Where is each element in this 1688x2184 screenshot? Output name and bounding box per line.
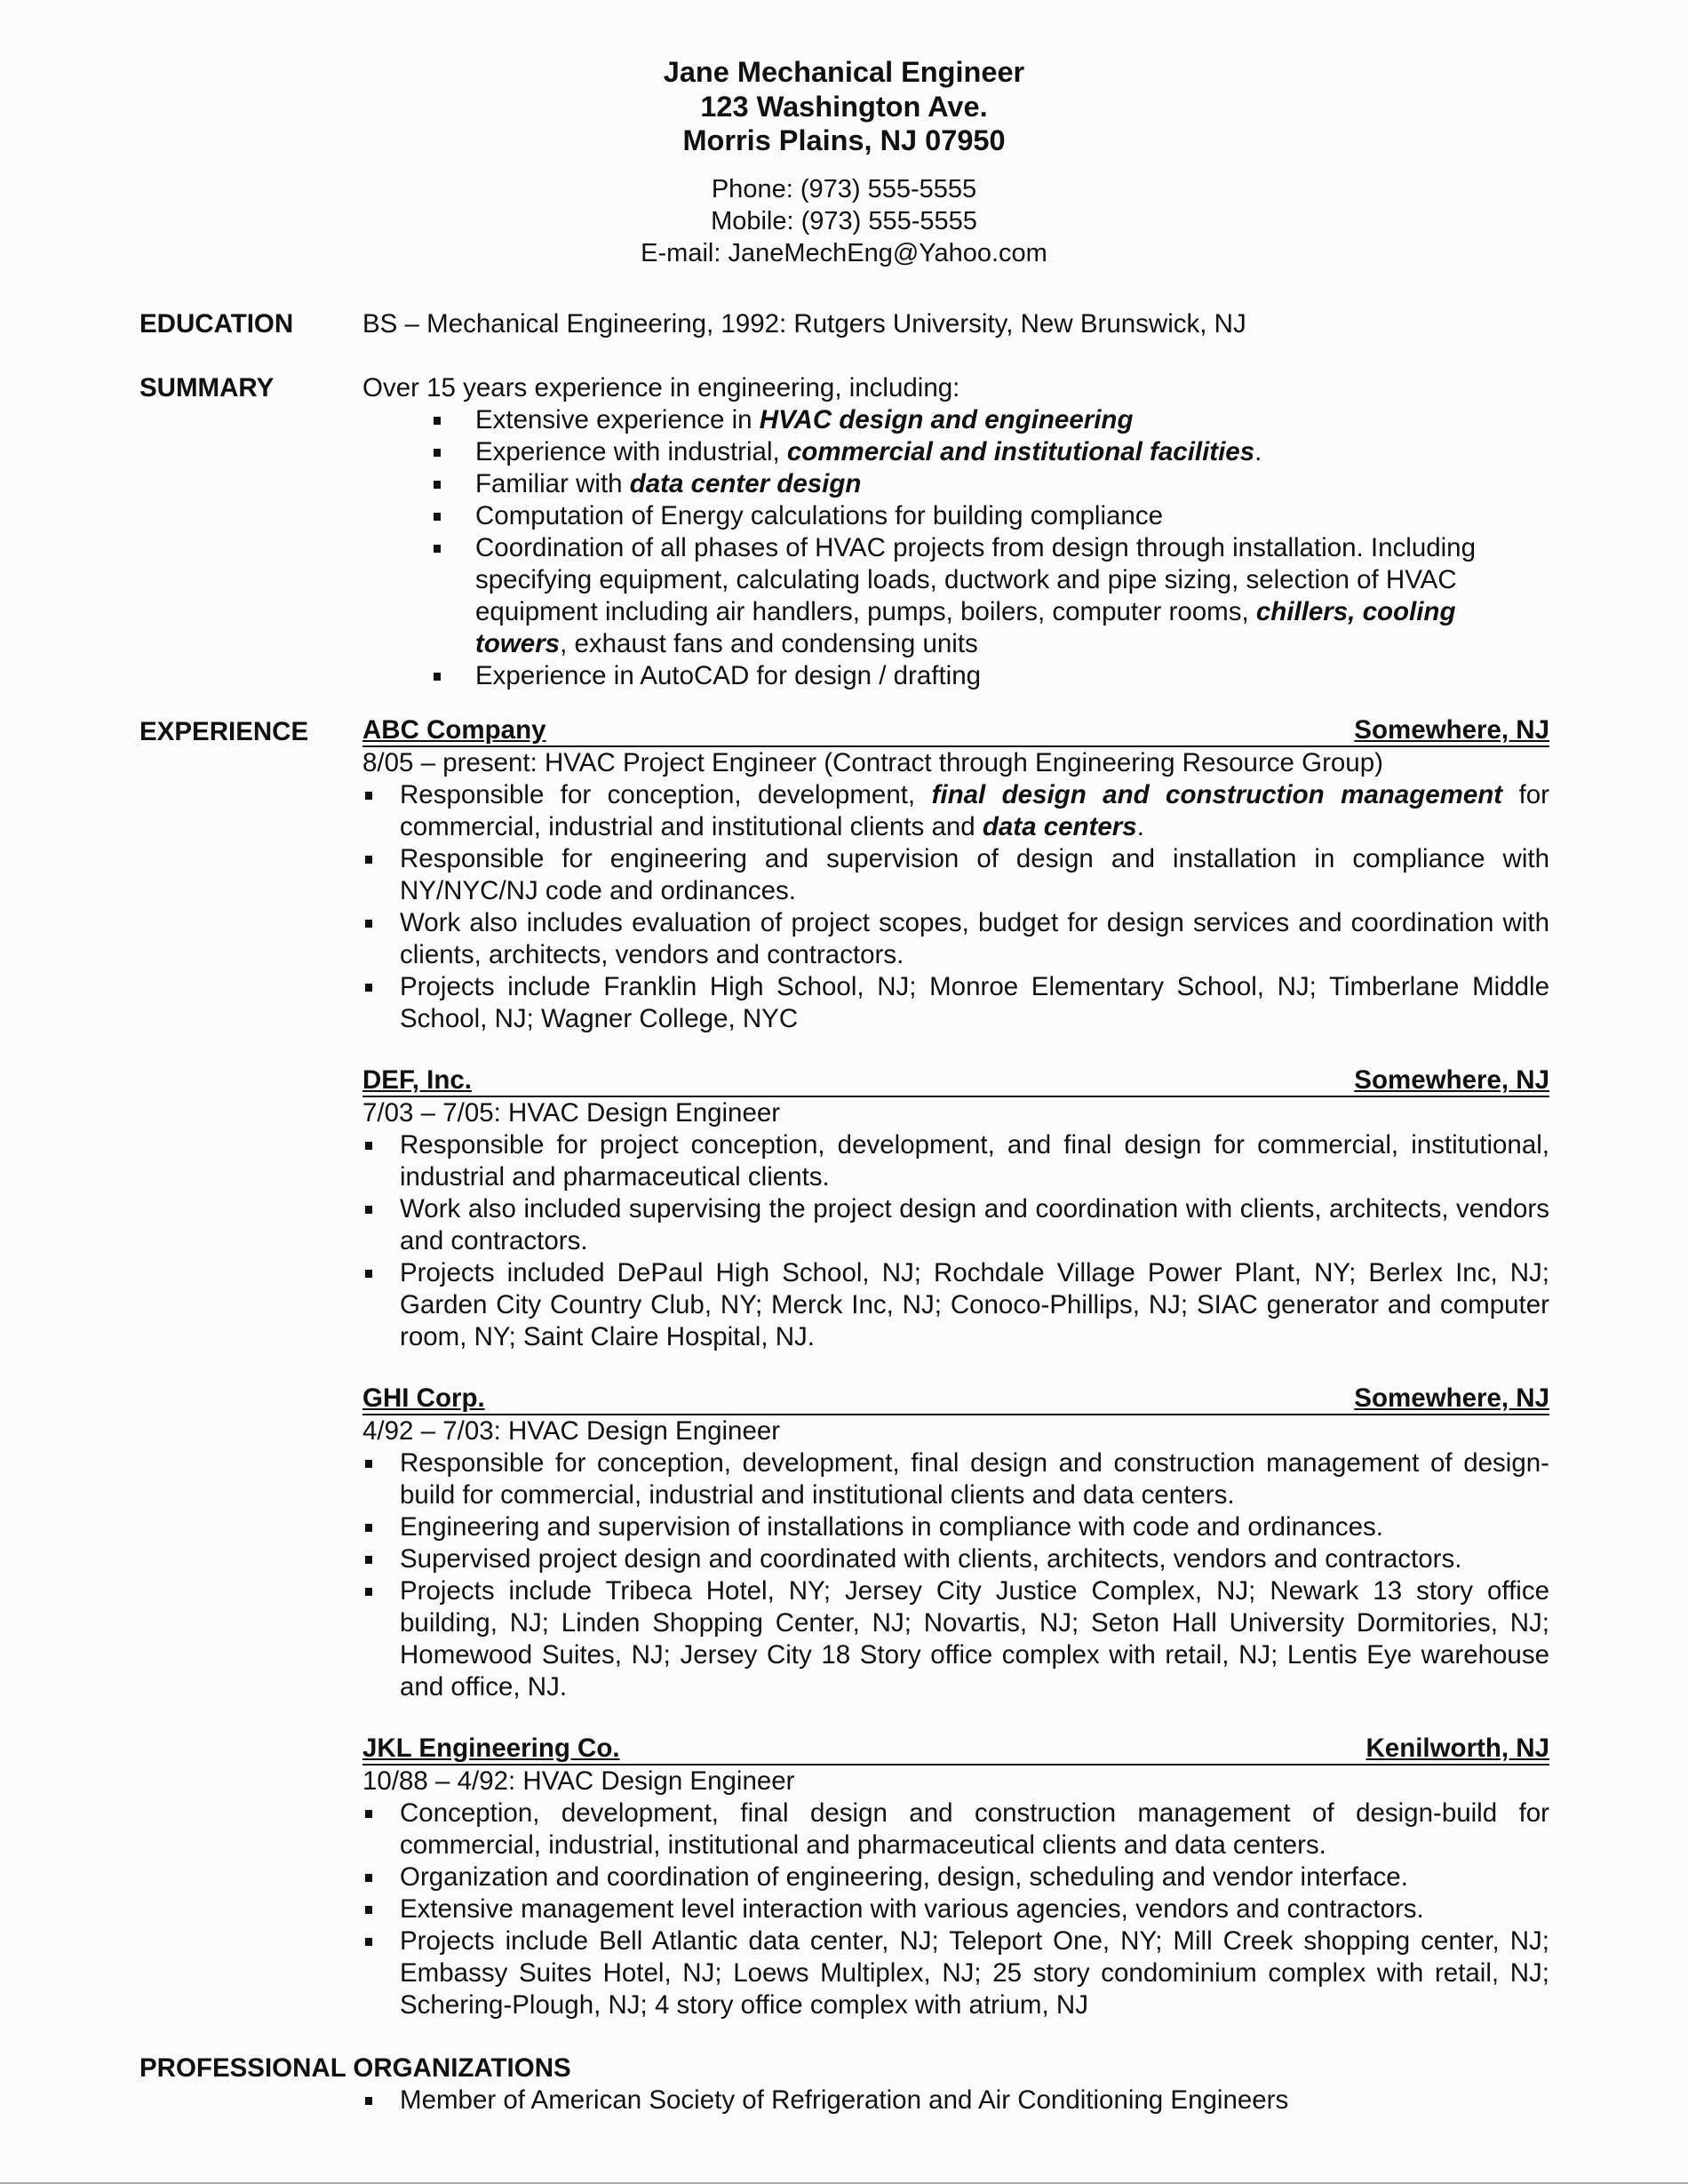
summary-item <box>362 468 1549 500</box>
job-header <box>362 1066 1549 1097</box>
summary-item-emphasis: commercial and institutional facilities <box>786 437 1255 466</box>
job-bullets <box>362 1447 1549 1703</box>
bullet-icon <box>365 984 372 992</box>
section-label-experience: EXPERIENCE <box>139 717 309 746</box>
address-line-2: Morris Plains, NJ 07950 <box>682 124 1006 156</box>
summary-item-text: Familiar with <box>475 469 630 498</box>
summary-item-text: Computation of Energy calculations for building compliance <box>475 501 1163 530</box>
phone: Phone: (973) 555-5555 <box>711 174 977 203</box>
section-label-education: EDUCATION <box>139 309 294 339</box>
bullet-text: Projects include Bell Atlantic data center, NJ; Teleport One, NY; Mill Creek shopping center, NJ; Embassy Suites Hotel, NJ; Loews Multiplex, NJ; 25 story condominium complex with retail, NJ; Schering-Plough, NJ; 4 story office complex with atrium, NJ <box>400 1926 1549 2020</box>
bullet-icon <box>434 481 441 489</box>
bullet-text: Responsible for project conception, development, and final design for commercial, institutional, industrial and pharmaceutical clients. <box>400 1130 1549 1192</box>
bullet-icon <box>365 1556 372 1564</box>
bullet-text: Engineering and supervision of installations in compliance with code and ordinances. <box>400 1512 1383 1542</box>
summary-item <box>362 436 1549 468</box>
bullet-text: Work also includes evaluation of project scopes, budget for design services and coordination with clients, architects, vendors and contractors. <box>400 908 1549 969</box>
job-bullet <box>362 1893 1549 1925</box>
job-location: Kenilworth, NJ <box>1366 1734 1549 1763</box>
bullet-icon <box>434 513 441 521</box>
contact-info <box>0 173 1688 269</box>
bullet-icon <box>434 449 441 457</box>
job-header <box>362 716 1549 747</box>
job-title: 4/92 – 7/03: HVAC Design Engineer <box>362 1416 781 1446</box>
summary-item-emphasis: data center design <box>629 469 862 498</box>
job-bullet <box>362 1447 1549 1511</box>
summary-item-text-end: , exhaust fans and condensing units <box>560 629 978 658</box>
job-bullet <box>362 779 1549 843</box>
summary-item <box>362 500 1549 532</box>
bullet-text: Projects included DePaul High School, NJ; Rochdale Village Power Plant, NY; Berlex Inc, NJ; Garden City Country Club, NY; Merck Inc, NJ; Conoco-Phillips, NJ; SIAC generator and computer room, NY; Saint Claire Hospital, NJ. <box>400 1258 1549 1351</box>
bullet-text: Responsible for conception, development, <box>400 780 932 809</box>
job-bullet <box>362 1193 1549 1257</box>
candidate-name: Jane Mechanical Engineer <box>663 56 1025 88</box>
summary-item-emphasis: chillers, cooling towers <box>475 597 1456 658</box>
summary-list <box>362 404 1549 692</box>
job-bullet <box>362 1925 1549 2021</box>
summary-item-text: Experience with industrial, <box>475 437 787 466</box>
summary-body <box>362 372 1549 692</box>
education-text: BS – Mechanical Engineering, 1992: Rutgers University, New Brunswick, NJ <box>362 309 1246 339</box>
bullet-icon <box>434 673 441 681</box>
bullet-text: Projects include Tribeca Hotel, NY; Jersey City Justice Complex, NJ; Newark 13 story office building, NJ; Linden Shopping Center, NJ; Novartis, NJ; Seton Hall University Dormitories, NJ; Homewood Suites, NJ; Jersey City 18 Story office complex with retail, NJ; Lentis Eye warehouse and office, NJ. <box>400 1576 1549 1702</box>
summary-item <box>362 404 1549 436</box>
job-header <box>362 1734 1549 1766</box>
summary-item-text-end: . <box>1254 437 1262 466</box>
bullet-icon <box>365 1906 372 1914</box>
bullet-icon <box>365 1588 372 1596</box>
bullet-icon <box>365 792 372 800</box>
summary-item <box>362 660 1549 692</box>
job-bullet <box>362 971 1549 1035</box>
emphasis-text: data centers <box>982 812 1137 841</box>
summary-intro: Over 15 years experience in engineering, including: <box>362 373 960 403</box>
summary-item-text: Coordination of all phases of HVAC projects from design through installation. Including specifying equipment, calculating loads, ductwork and pipe sizing, selection of HVAC equipment including air handlers, pumps, boilers, computer rooms, <box>475 533 1476 626</box>
bullet-icon <box>365 1874 372 1882</box>
bullet-text: . <box>1136 812 1144 841</box>
bullet-text: Responsible for engineering and supervision of design and installation in compliance with NY/NYC/NJ code and ordinances. <box>400 844 1549 905</box>
job-bullet <box>362 1861 1549 1893</box>
job-bullet <box>362 1575 1549 1703</box>
emphasis-text: final design and construction management <box>931 780 1503 809</box>
bullet-text: for commercial, industrial and institutional clients and <box>400 780 1549 841</box>
experience-body <box>362 716 1549 2052</box>
bullet-text: Conception, development, final design and construction management of design-build for commercial, industrial, institutional and pharmaceutical clients and data centers. <box>400 1798 1549 1860</box>
company-name: JKL Engineering Co. <box>362 1734 620 1763</box>
organization-item <box>362 2084 1549 2116</box>
bullet-icon <box>365 920 372 928</box>
job-bullet <box>362 1543 1549 1575</box>
bullet-text: Extensive management level interaction with various agencies, vendors and contractors. <box>400 1894 1424 1924</box>
summary-item-emphasis: HVAC design and engineering <box>759 405 1134 434</box>
bullet-icon <box>365 1206 372 1214</box>
job-bullets <box>362 779 1549 1035</box>
company-name: ABC Company <box>362 715 546 745</box>
job-title: 7/03 – 7/05: HVAC Design Engineer <box>362 1098 781 1128</box>
job-bullet <box>362 1797 1549 1861</box>
job-bullets <box>362 1797 1549 2021</box>
summary-item-text: Extensive experience in <box>475 405 760 434</box>
organizations-list <box>362 2084 1549 2116</box>
job-entry <box>362 1066 1549 1353</box>
bullet-icon <box>434 417 441 425</box>
bullet-text: Responsible for conception, development, final design and construction management of design-build for commercial, industrial and institutional clients and data centers. <box>400 1448 1549 1510</box>
job-bullet <box>362 1511 1549 1543</box>
bullet-icon <box>365 1524 372 1532</box>
job-bullet <box>362 1129 1549 1193</box>
email: E-mail: JaneMechEng@Yahoo.com <box>641 238 1047 267</box>
job-header <box>362 1384 1549 1415</box>
bullet-icon <box>365 856 372 864</box>
job-bullet <box>362 1257 1549 1353</box>
bullet-icon <box>365 2097 372 2105</box>
job-entry <box>362 1384 1549 1703</box>
job-location: Somewhere, NJ <box>1354 1383 1549 1413</box>
organization-text: Member of American Society of Refrigeration and Air Conditioning Engineers <box>400 2085 1289 2115</box>
address-line-1: 123 Washington Ave. <box>700 90 988 123</box>
resume-header <box>0 55 1688 269</box>
bullet-text: Projects include Franklin High School, NJ; Monroe Elementary School, NJ; Timberlane Middle School, NJ; Wagner College, NYC <box>400 972 1549 1033</box>
job-bullet <box>362 843 1549 907</box>
organizations-body <box>362 2084 1549 2116</box>
company-name: DEF, Inc. <box>362 1065 472 1095</box>
bullet-icon <box>365 1938 372 1946</box>
bullet-text: Supervised project design and coordinated with clients, architects, vendors and contractors. <box>400 1544 1462 1574</box>
bullet-icon <box>365 1270 372 1278</box>
job-title: 10/88 – 4/92: HVAC Design Engineer <box>362 1766 795 1796</box>
job-entry <box>362 716 1549 1035</box>
section-label-summary: SUMMARY <box>139 373 275 403</box>
section-label-organizations: PROFESSIONAL ORGANIZATIONS <box>139 2053 571 2083</box>
job-entry <box>362 1734 1549 2021</box>
bullet-icon <box>365 1460 372 1468</box>
bullet-icon <box>365 1142 372 1150</box>
summary-item <box>362 532 1549 660</box>
bullet-icon <box>434 545 441 553</box>
job-location: Somewhere, NJ <box>1354 1065 1549 1095</box>
summary-item-text: Experience in AutoCAD for design / drafting <box>475 661 982 690</box>
job-bullet <box>362 907 1549 971</box>
company-name: GHI Corp. <box>362 1383 485 1413</box>
job-title: 8/05 – present: HVAC Project Engineer (Contract through Engineering Resource Group) <box>362 748 1383 777</box>
mobile: Mobile: (973) 555-5555 <box>711 206 977 235</box>
job-location: Somewhere, NJ <box>1354 715 1549 745</box>
bullet-icon <box>365 1810 372 1818</box>
job-bullets <box>362 1129 1549 1353</box>
bullet-text: Work also included supervising the project design and coordination with clients, architects, vendors and contractors. <box>400 1194 1549 1255</box>
bullet-text: Organization and coordination of engineering, design, scheduling and vendor interface. <box>400 1862 1408 1892</box>
